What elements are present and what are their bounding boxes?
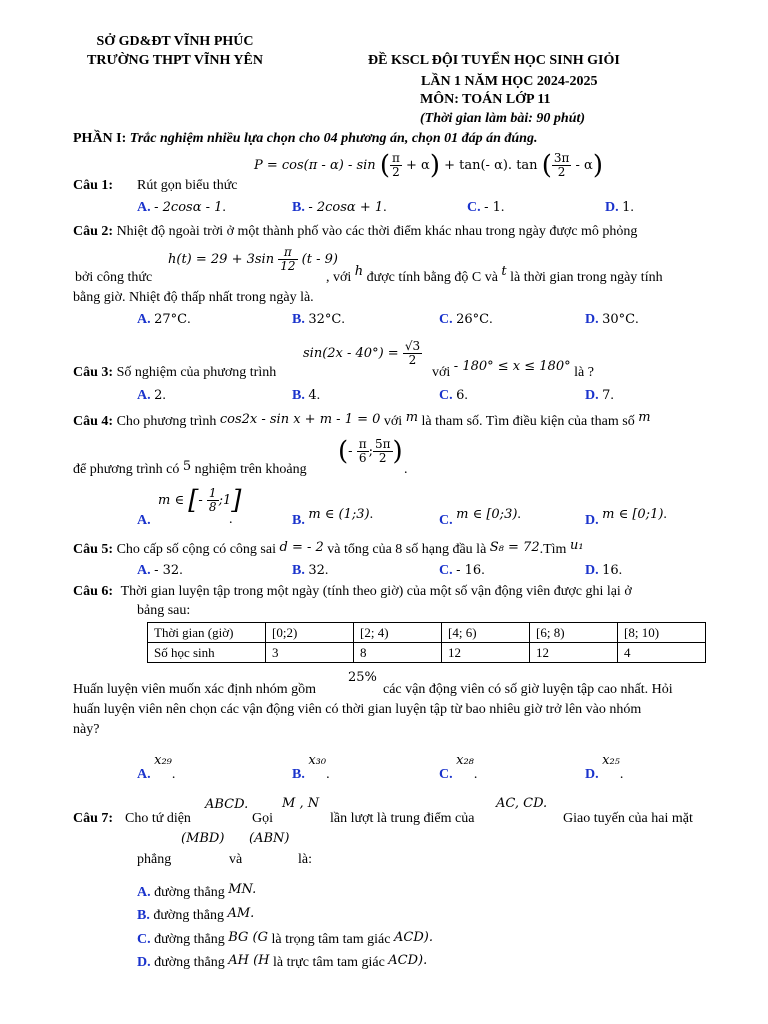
q7-option-c: C. đường thẳng BG (G là trọng tâm tam giác ACD). <box>137 930 433 947</box>
q5-option-a: A. - 32. <box>137 563 183 578</box>
q7-text-a: Cho tứ diện <box>125 811 191 826</box>
q7-text-c: lần lượt là trung điểm của <box>330 811 475 826</box>
q6-p1a: Huấn luyện viên muốn xác định nhóm gồm <box>73 682 317 697</box>
q4-line2: để phương trình có 5 nghiệm trên khoảng <box>73 459 307 477</box>
q6-option-a: A. x₂₉. <box>137 753 176 782</box>
q5-line: Câu 5: Cho cấp số cộng có công sai d = - 2 và tổng của 8 số hạng đầu là S₈ = 72.Tìm u₁ <box>73 538 584 557</box>
q1-option-b: B. - 2cosα + 1. <box>292 200 387 215</box>
q2-label: Câu 2: <box>73 224 114 239</box>
q7-plane1: (MBD) <box>181 831 225 846</box>
q6-option-d: D. x₂₅. <box>585 753 624 782</box>
table-cell: 8 <box>354 643 442 663</box>
table-cell: Thời gian (giờ) <box>148 623 266 643</box>
q5-label: Câu 5: <box>73 542 114 557</box>
q7-line3b: và <box>229 852 243 867</box>
q1-option-d: D. 1. <box>605 200 634 215</box>
table-cell: [4; 6) <box>442 623 530 643</box>
table-cell: [2; 4) <box>354 623 442 643</box>
q2-line1: Câu 2: Nhiệt độ ngoài trời ở một thành phố vào các thời điểm khác nhau trong ngày được mô phỏng <box>73 224 638 239</box>
q6-line1: Câu 6: Thời gian luyện tập trong một ngày (tính theo giờ) của một số vận động viên được ghi lại ở <box>73 584 632 599</box>
exam-subject: MÔN: TOÁN LỚP 11 <box>420 92 551 107</box>
table-cell: 12 <box>530 643 618 663</box>
q4-option-a: A. <box>137 513 151 528</box>
dept-name: SỞ GD&ĐT VĨNH PHÚC <box>96 34 254 49</box>
q7-option-a: A. đường thẳng MN. <box>137 882 257 900</box>
q1-text: Rút gọn biểu thức <box>137 178 238 193</box>
q4-option-a-math: m ∈ [- $\frac{1}{8}$ ;1] <box>158 485 242 516</box>
q4-line1: Câu 4: Cho phương trình cos2x - sin x + m - 1 = 0 với m là tham số. Tìm điều kiện của tham số m <box>73 410 651 429</box>
q3-option-c: C. 6. <box>439 388 468 403</box>
q6-line2: bảng sau: <box>137 603 191 618</box>
exam-time: (Thời gian làm bài: 90 phút) <box>420 111 586 126</box>
q4-line2-end: . <box>404 462 408 477</box>
q7-abcd: ABCD. <box>205 797 249 812</box>
q2-formula: h(t) = 29 + 3sin $\frac{\pi}{12}$ (t - 9) <box>168 245 338 273</box>
q7-line3c: là: <box>298 852 312 867</box>
training-time-table <box>147 622 706 663</box>
q7-text-b: Gọi <box>252 811 273 826</box>
part-label: PHẦN I: <box>73 131 127 146</box>
q7-option-b: B. đường thẳng AM. <box>137 906 255 923</box>
q5-option-b: B. 32. <box>292 563 329 578</box>
table-row <box>148 643 706 663</box>
q2-option-b: B. 32°C. <box>292 312 345 327</box>
q7-option-d: D. đường thẳng AH (H là trực tâm tam giác ACD). <box>137 953 428 970</box>
part-heading <box>73 131 537 147</box>
q2-line2a: bởi công thức <box>75 270 153 285</box>
table-cell: 4 <box>618 643 706 663</box>
q7-label: Câu 7: <box>73 811 114 826</box>
q6-p1b: các vận động viên có số giờ luyện tập cao nhất. Hỏi <box>383 682 673 697</box>
q4-option-b: B. m ∈ (1;3). <box>292 507 374 528</box>
q3-option-d: D. 7. <box>585 388 614 403</box>
q1-option-c: C. - 1. <box>467 200 505 215</box>
q4-option-c: C. m ∈ [0;3). <box>439 507 521 528</box>
q3-label: Câu 3: <box>73 365 114 380</box>
q3-option-a: A. 2. <box>137 388 166 403</box>
table-cell: [6; 8) <box>530 623 618 643</box>
q5-option-d: D. 16. <box>585 563 623 578</box>
q4-option-d: D. m ∈ [0;1). <box>585 507 667 528</box>
q3-equation: sin(2x - 40°) = $\frac{√3}{2}$ <box>303 339 421 367</box>
q6-option-b: B. x₃₀. <box>292 753 330 782</box>
q4-interval: (- $\frac{\pi}{6}$ ; $\frac{5\pi}{2}$ ) <box>338 436 403 467</box>
q4-label: Câu 4: <box>73 414 114 429</box>
exam-round: LẦN 1 NĂM HỌC 2024-2025 <box>421 74 598 89</box>
q6-p3: này? <box>73 722 100 737</box>
q3-range: với - 180° ≤ x ≤ 180° là ? <box>432 359 594 380</box>
q7-plane2: (ABN) <box>249 831 290 846</box>
q3-option-b: B. 4. <box>292 388 321 403</box>
q7-mn: M , N <box>282 796 320 811</box>
table-cell: [8; 10) <box>618 623 706 643</box>
q1-label: Câu 1: <box>73 178 114 193</box>
q4-option-a-dot: . <box>229 512 233 527</box>
q1-option-a: A. - 2cosα - 1. <box>137 200 226 215</box>
q2-line3: bằng giờ. Nhiệt độ thấp nhất trong ngày là. <box>73 290 314 305</box>
q2-option-a: A. 27°C. <box>137 312 191 327</box>
table-cell: 12 <box>442 643 530 663</box>
q7-acd: AC, CD. <box>496 796 548 811</box>
q6-p2: huấn luyện viên nên chọn các vận động viên có thời gian luyện tập từ bao nhiêu giờ trở lên vào nhóm <box>73 702 642 717</box>
q1-expression: P = cos(π - α) - sin ( $\frac{\pi}{2}$ + α) + tan(- α). tan ( $\frac{3\pi}{2}$ - α) <box>254 150 603 181</box>
q6-label: Câu 6: <box>73 584 114 599</box>
q5-option-c: C. - 16. <box>439 563 485 578</box>
table-cell: [0;2) <box>266 623 354 643</box>
part-description: Trắc nghiệm nhiều lựa chọn cho 04 phương án, chọn 01 đáp án đúng. <box>129 131 538 146</box>
table-cell: 3 <box>266 643 354 663</box>
school-name: TRƯỜNG THPT VĨNH YÊN <box>87 53 263 68</box>
q7-text-d: Giao tuyến của hai mặt <box>563 811 693 826</box>
q3-line: Câu 3: Số nghiệm của phương trình <box>73 365 277 380</box>
q6-option-c: C. x₂₈. <box>439 753 478 782</box>
q6-percent: 25% <box>348 670 377 685</box>
q2-option-c: C. 26°C. <box>439 312 493 327</box>
table-cell: Số học sinh <box>148 643 266 663</box>
q2-option-d: D. 30°C. <box>585 312 639 327</box>
q7-line3a: phẳng <box>137 852 172 867</box>
exam-title: ĐỀ KSCL ĐỘI TUYỂN HỌC SINH GIỎI <box>368 53 620 68</box>
q2-line2b: , với h được tính bằng độ C và t là thời gian trong ngày tính <box>326 264 663 285</box>
table-row <box>148 623 706 643</box>
